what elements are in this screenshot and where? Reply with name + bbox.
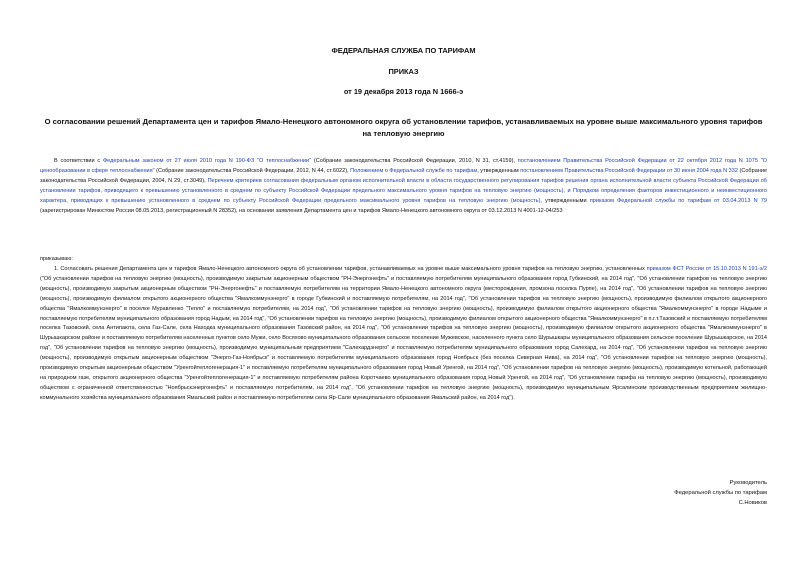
- decree-332-link[interactable]: постановлением Правительства Российской Федерации от 30 июня 2004 года N 332: [520, 167, 738, 174]
- preamble-text: (Собрание законодательства Российской Федерации, 2012, N 44, ст.6022),: [154, 167, 351, 174]
- signature-organization: Федеральной службы по тарифам: [674, 490, 767, 496]
- preamble-text: (Собрание законодательства Российской Федерации, 2010, N 31, ст.4159),: [311, 158, 518, 164]
- signature-block: [567, 478, 767, 508]
- preamble-text: , утвержденным: [477, 167, 521, 174]
- preamble-text: , утвержденными: [540, 197, 590, 204]
- document-type: ПРИКАЗ: [388, 67, 419, 76]
- fst-order-191-link[interactable]: приказом ФСТ России от 15.10.2013 N 191-э/2: [646, 266, 767, 272]
- order-word: приказываю:: [40, 256, 73, 262]
- fst-regulation-link[interactable]: Положением о Федеральной службе по тарифам: [350, 167, 478, 174]
- document-subject: О согласовании решений Департамента цен и тарифов Ямало-Ненецкого автономного округа об установлении тарифов, устанавливаемых на уровне выше максимального уровня тарифов на тепловую энергию: [44, 117, 763, 138]
- signature-name: С.Новиков: [738, 500, 767, 506]
- preamble-paragraph: [40, 157, 767, 216]
- criteria-list-link[interactable]: Перечнем критериев согласования федеральным органом исполнительной власти в области государственного регулирования тарифов решения органа исполнительной власти субъекта Российской Федерации об установлении тарифов, приводящего к превышению установленного в среднем по субъекту Российской Федерации предельного максимального уровня тарифов на тепловую энергию (мощность), и Порядком определения факторов инвестиционного и неинвестиционного характера, приводящих к превышению установленного в среднем по субъекту Российской Федерации предельного максимального уровня тарифов на тепловую энергию (мощность): [40, 177, 767, 204]
- document-date: от 19 декабря 2013 года N 1666-э: [343, 87, 464, 96]
- signature-title: Руководитель: [729, 480, 767, 486]
- agency-name: ФЕДЕРАЛЬНАЯ СЛУЖБА ПО ТАРИФАМ: [331, 46, 476, 55]
- federal-law-link[interactable]: Федеральным законом от 27 июля 2010 года N 190-ФЗ "О теплоснабжении": [102, 158, 312, 164]
- preamble-text: В соответствии с: [54, 158, 103, 164]
- preamble-text: (зарегистрирован Минюстом России 08.05.2013, регистрационный N 28352), на основании заявления Департамента цен и тарифов Ямало-Ненецкого автономного округа от 03.12.2013 N 4001-12-04/253: [40, 207, 563, 214]
- item-1-text: 1. Согласовать решения Департамента цен и тарифов Ямало-Ненецкого автономного округа об установлении тарифов, устанавливаемых на уровне выше максимального уровня тарифов на тепловую энергию, установленных: [54, 266, 647, 272]
- item-1-paragraph: [40, 265, 767, 404]
- preamble-text: (Собрание законодательства Российской Федерации, 2004, N 29, ст.3049),: [40, 167, 768, 184]
- government-decree-link[interactable]: постановлением Правительства Российской Федерации от 22 октября 2012 года N 1075 "О ценообразовании в сфере теплоснабжения": [40, 158, 767, 174]
- item-1-text: ("Об установлении тарифов на тепловую энергию (мощность), производимую закрытым акционерным обществом "РН-Энергонефть" и поставляемую потребителям муниципального образования город Губкинский, на 2014 год", "Об установлении тарифов на тепловую энергию (мощность), производимую закрытым акционерным обществом "РН-Энергонефть" и поставляемую потребителям на территории Ямало-Ненецкого автономного округа (месторождения, промзона поселка Пурпе), на 2014 год", "Об установлении тарифов на тепловую энергию (мощность), производимую филиалом открытого акционерного общества "Ямалкоммунэнерго" в городе Губкинский и поставляемую потребителям, на 2014 год", "Об установлении тарифов на тепловую энергию (мощность), производимую филиалом открытого акционерного общества "Ямалкоммунэнерго" в поселке Муравленко "Тепло" и поставляемую потребителям, на 2014 год", "Об установлении тарифов на тепловую энергию (мощность), производимую филиалом открытого акционерного общества "Ямалкоммунэнерго" в городе Надыме и поставляемую потребителям муниципального образования город Надым, на 2014 год", "Об установлении тарифов на тепловую энергию (мощность), производимую филиалом открытого акционерного общества "Ямалкоммунэнерго" в п.г.т.Тазовский и поставляемую потребителям поселка Тазовский, села Антипаюта, села Газ-Сале, села Находка муниципального образования Тазовский район, на 2014 год", "Об установлении тарифов на тепловую энергию (мощность), производимую филиалом открытого акционерного общества "Ямалкоммунэнерго" в Шурышкарском районе и поставляемую потребителям населенных пунктов село Мужи, село Восяхово муниципального образования сельское поселение Мужевское, населенного пункта село Шурышкары муниципального образования сельское поселение Шурышкарское, на 2014 год", "Об установлении тарифов на тепловую энергию (мощность), производимую муниципальным предприятием "Салехардэнерго" и поставляемую потребителям муниципального образования город Салехард, на 2014 год", "Об установлении тарифов на тепловую энергию (мощность), производимую открытым акционерным обществом "Энерго-Газ-Ноябрьск" и поставляемую потребителям муниципального образования город Ноябрьск (без поселка Северная Нива), на 2014 год", "Об установлении тарифов на тепловую энергию (мощность), производимую открытым акционерным обществом "Уренгойтеплогенерация-1" и поставляемую потребителям муниципального образования город Новый Уренгой, на 2014 год", "Об установлении тарифов на тепловую энергию (мощность), производимую котельной, работающей на природном газе, открытого акционерного общества "Уренгойтеплогенерация-1" и поставляемую потребителям района Коротчаево муниципального образования город Новый Уренгой, на 2014 год", "Об установлении тарифа на тепловую энергию (мощность), производимую обществом с ограниченной ответственностью "Ноябрьскэнергонефть" и поставляемую потребителям, на 2014 год", "Об установлении тарифов на тепловую энергию (мощность), производимую муниципальным Ярсалинским производственным предприятием жилищно-коммунального хозяйства муниципального образования Ямальский район и поставляемую потребителям села Яр-Сале муниципального образования Ямальский район, на 2014 год").: [40, 275, 767, 401]
- fst-order-79-link[interactable]: приказом Федеральной службы по тарифам от 03.04.2013 N 79: [589, 197, 767, 204]
